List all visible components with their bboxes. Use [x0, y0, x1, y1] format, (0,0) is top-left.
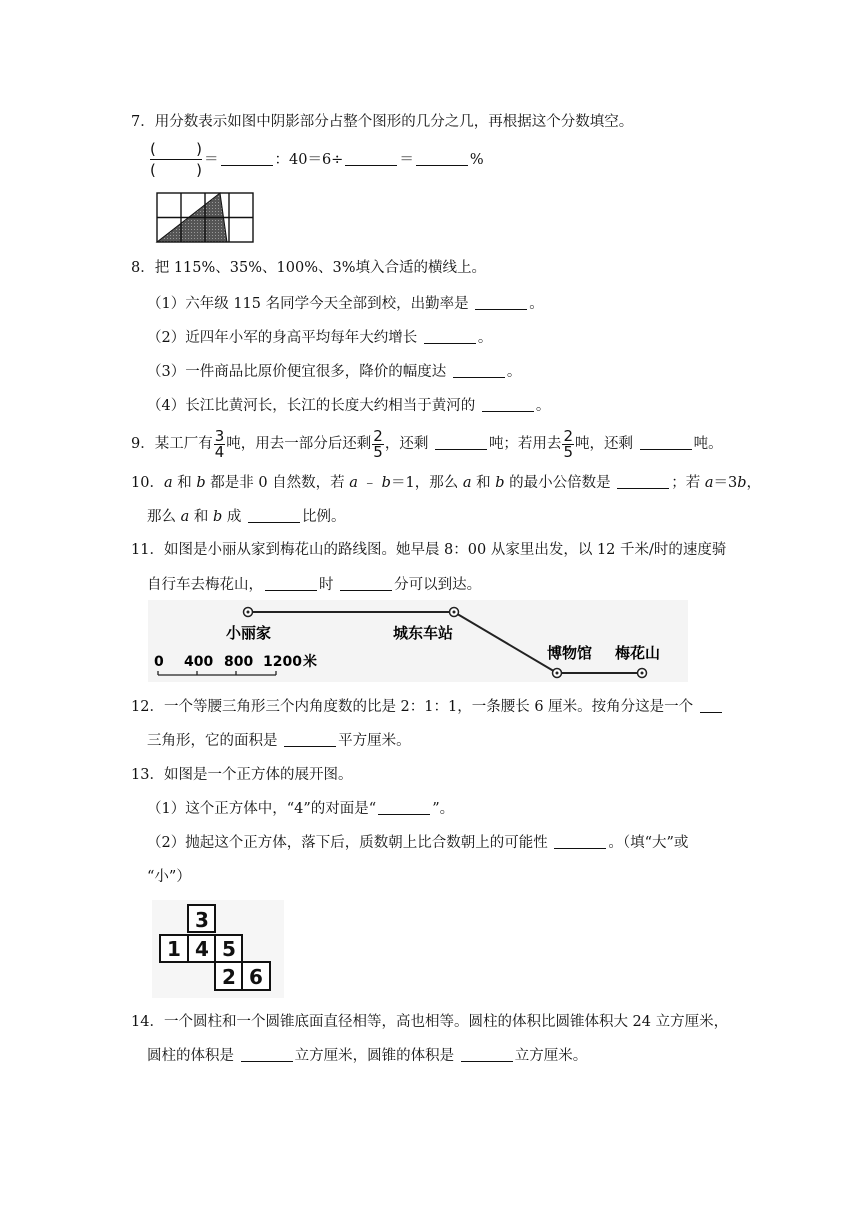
- scale-0: 0: [154, 654, 164, 670]
- q13-prompt: 13．如图是一个正方体的展开图。: [131, 767, 353, 783]
- label-museum: 博物馆: [547, 644, 593, 662]
- label-home: 小丽家: [226, 624, 272, 642]
- scale-400: 400: [184, 654, 214, 670]
- q8-prompt: 8．把 115%、35%、100%、3%填入合适的横线上。: [131, 260, 486, 276]
- net-face-5: 5: [222, 937, 236, 961]
- q7-equation: ＝ ：40＝6÷ ＝ %: [204, 152, 484, 168]
- q8-item-2: （2）近四年小军的身高平均每年大约增长 。: [147, 330, 493, 346]
- q7-fraction-blank[interactable]: ( ) ( ): [150, 140, 202, 179]
- scale-800: 800: [224, 654, 254, 670]
- q8-item-4: （4）长江比黄河长，长江的长度大约相当于黄河的 。: [147, 398, 551, 414]
- q14-line-2: 圆柱的体积是 立方厘米，圆锥的体积是 立方厘米。: [147, 1048, 588, 1064]
- q7-blank-2[interactable]: [345, 151, 397, 166]
- net-face-3: 3: [195, 908, 209, 932]
- label-station: 城东车站: [393, 624, 454, 642]
- q12-blank-2[interactable]: [284, 732, 336, 747]
- q10-blank-1[interactable]: [617, 474, 669, 489]
- q7-grid-figure: [155, 190, 257, 246]
- q11-route-map: [148, 600, 688, 682]
- q12-line-1: 12．一个等腰三角形三个内角度数的比是 2：1：1，一条腰长 6 厘米。按角分这是一个: [131, 697, 724, 717]
- q9-fraction-2-5: $\frac{2}{5}$: [373, 426, 383, 461]
- q8-blank-3[interactable]: [453, 363, 505, 378]
- q7-blank-3[interactable]: [416, 151, 468, 166]
- q14-blank-1[interactable]: [241, 1047, 293, 1062]
- q10-line-1: 10．a 和 b 都是非 0 自然数，若 a ﹣ b＝1，那么 a 和 b 的最小公倍数是 ；若 a＝3b，: [131, 475, 761, 491]
- net-face-2: 2: [222, 965, 236, 989]
- q13-cube-net: [152, 900, 284, 998]
- q13-blank-1[interactable]: [378, 800, 430, 815]
- net-face-1: 1: [167, 937, 181, 961]
- q9-question: 9．某工厂有 $\frac{3}{4}$ 吨，用去一部分后还剩 $\frac{2}{5}$ ，还剩 吨；若用去 $\frac{2}{5}$ 吨，还剩 吨。: [131, 426, 723, 461]
- q8-item-3: （3）一件商品比原价便宜很多，降价的幅度达 。: [147, 364, 522, 380]
- scale-1200: 1200: [263, 654, 302, 670]
- q12-blank-1[interactable]: [700, 698, 722, 713]
- q12-line-2: 三角形，它的面积是 平方厘米。: [147, 733, 411, 749]
- q9-blank-2[interactable]: [640, 435, 692, 450]
- q14-line-1: 14．一个圆柱和一个圆锥底面直径相等，高也相等。圆柱的体积比圆锥体积大 24 立方厘米，: [131, 1014, 729, 1030]
- q7-prompt: 7．用分数表示如图中阴影部分占整个图形的几分之几，再根据这个分数填空。: [131, 114, 634, 130]
- q8-blank-2[interactable]: [424, 329, 476, 344]
- net-face-6: 6: [249, 965, 263, 989]
- q13-sub-2-cont: “小”）: [147, 869, 191, 885]
- label-mountain: 梅花山: [615, 644, 661, 662]
- q10-line-2: 那么 a 和 b 成 比例。: [147, 509, 346, 525]
- q8-blank-1[interactable]: [475, 295, 527, 310]
- q13-blank-2[interactable]: [554, 834, 606, 849]
- q9-fraction-2-5-b: $\frac{2}{5}$: [563, 426, 573, 461]
- q9-blank-1[interactable]: [435, 435, 487, 450]
- q13-sub-1: （1）这个正方体中，“4”的对面是“ ”。: [147, 801, 455, 817]
- q7-blank-1[interactable]: [221, 151, 273, 166]
- net-face-4: 4: [195, 937, 209, 961]
- q11-blank-minutes[interactable]: [340, 576, 392, 591]
- q10-blank-2[interactable]: [248, 508, 300, 523]
- q14-blank-2[interactable]: [461, 1047, 513, 1062]
- q11-line-1: 11．如图是小丽从家到梅花山的路线图。她早晨 8：00 从家里出发，以 12 千米/时的速度骑: [131, 542, 727, 558]
- q11-line-2: 自行车去梅花山， 时 分可以到达。: [147, 577, 482, 593]
- q11-blank-hours[interactable]: [265, 576, 317, 591]
- q8-blank-4[interactable]: [482, 397, 534, 412]
- q13-sub-2: （2）抛起这个正方体，落下后，质数朝上比合数朝上的可能性 。（填“大”或: [147, 835, 689, 851]
- scale-unit: 米: [303, 654, 317, 670]
- q8-item-1: （1）六年级 115 名同学今天全部到校，出勤率是 。: [147, 296, 544, 312]
- q9-fraction-3-4: $\frac{3}{4}$: [214, 426, 225, 461]
